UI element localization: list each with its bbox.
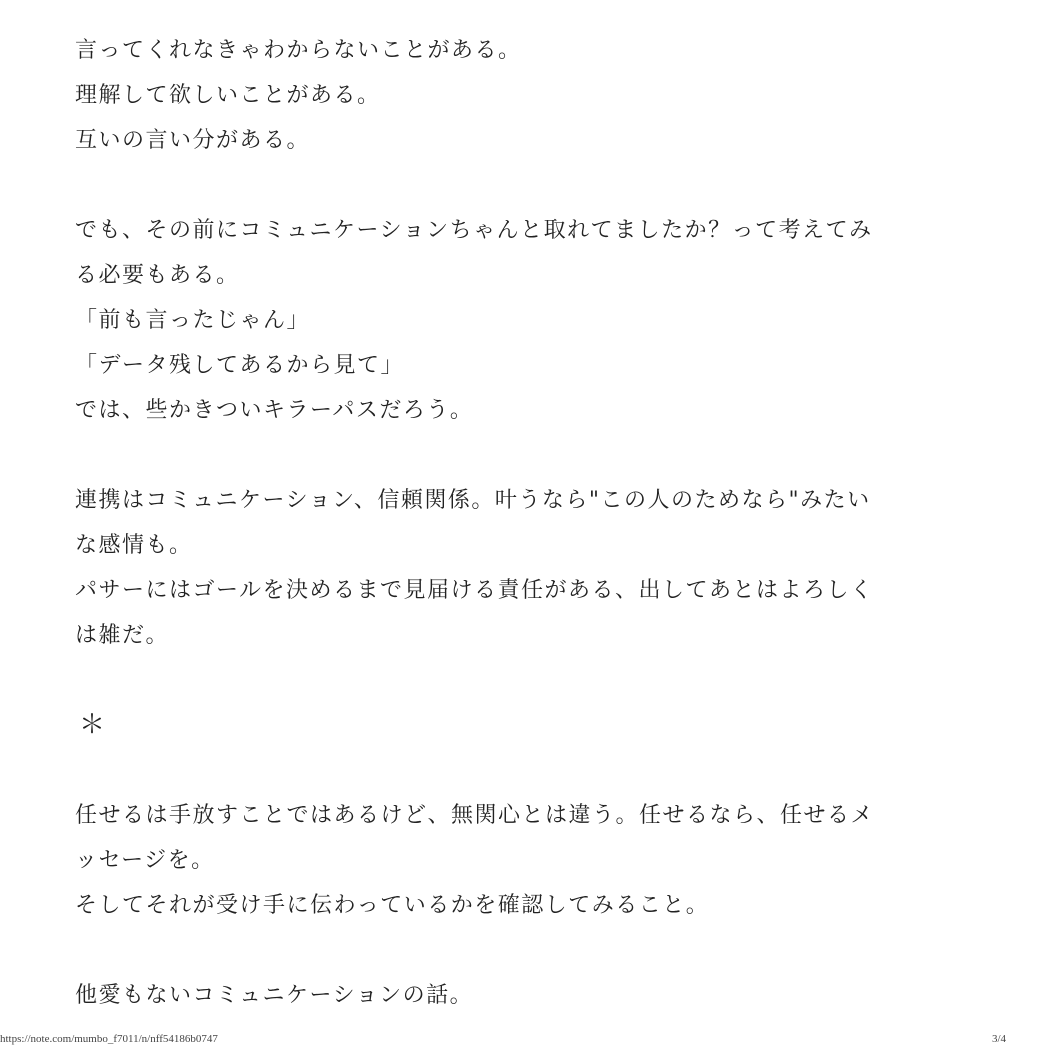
text-line: 互いの言い分がある。 <box>75 128 311 153</box>
text-line: な感情も。 <box>75 533 193 558</box>
text-line: 任せるは手放すことではあるけど、無関心とは違う。任せるなら、任せるメ <box>75 803 875 828</box>
paragraph-gap <box>75 658 945 703</box>
paragraph-gap <box>75 748 945 793</box>
text-line: る必要もある。 <box>75 263 240 288</box>
section-separator: ＊ <box>79 710 106 740</box>
text-line: では、些かきついキラーパスだろう。 <box>75 398 474 423</box>
text-line: は雑だ。 <box>75 623 170 648</box>
article-body <box>75 28 945 1018</box>
text-line: パサーにはゴールを決めるまで見届ける責任がある、出してあとはよろしく <box>75 578 874 603</box>
text-line: でも、その前にコミュニケーションちゃんと取れてましたか？って考えてみ <box>75 218 873 243</box>
paragraph-gap <box>75 163 945 208</box>
footer-url: https://note.com/mumbo_f7011/n/nff54186b0747 <box>0 1033 218 1045</box>
text-line: 「データ残してあるから見て」 <box>75 353 405 378</box>
text-line: 理解して欲しいことがある。 <box>75 83 381 108</box>
paragraph-gap <box>75 928 945 973</box>
text-line: ッセージを。 <box>75 848 215 873</box>
text-line: 連携はコミュニケーション、信頼関係。叶うなら"この人のためなら"みたい <box>75 488 871 513</box>
text-line: 言ってくれなきゃわからないことがある。 <box>75 38 522 63</box>
page-number: 3/4 <box>992 1033 1007 1045</box>
paragraph-gap <box>75 433 945 478</box>
text-line: 他愛もないコミュニケーションの話。 <box>75 983 474 1008</box>
text-line: そしてそれが受け手に伝わっているかを確認してみること。 <box>75 893 710 918</box>
text-line: 「前も言ったじゃん」 <box>75 308 311 333</box>
